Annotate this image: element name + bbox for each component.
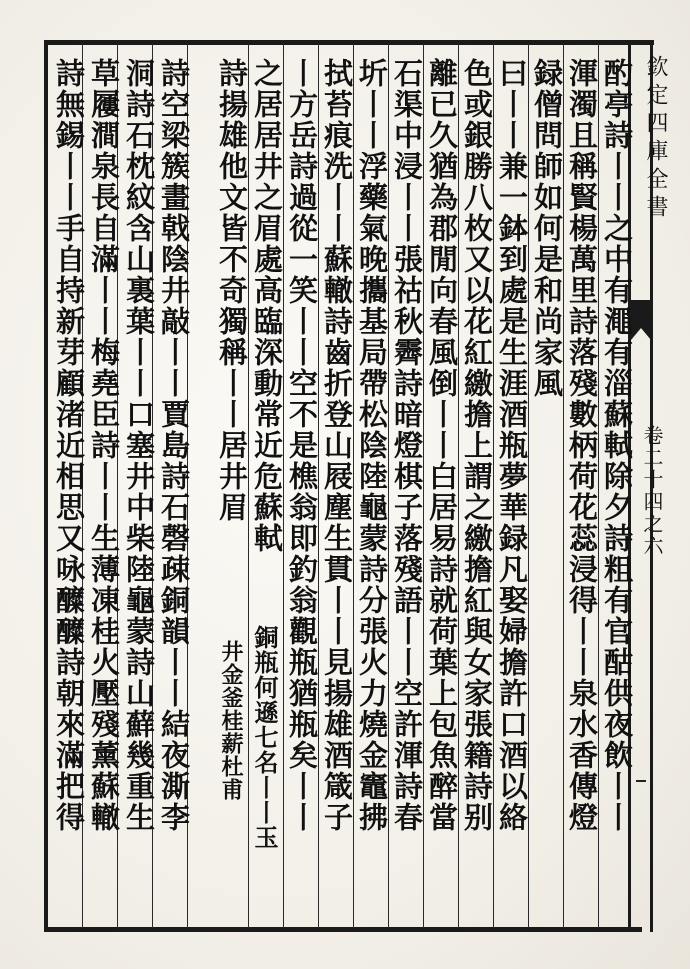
text-column-3: 録僧問師如何是和尚家風 xyxy=(530,58,564,399)
margin-bottom-mark xyxy=(636,780,646,782)
text-column-12: 詩揚雄他文皆不奇獨稱丨丨居井眉 xyxy=(215,58,249,523)
frame-left-rule xyxy=(44,40,48,932)
text-column-4: 曰丨丨兼一鉢到處是生涯酒瓶夢華録凡娶婦擔許口酒以絡 xyxy=(495,58,529,833)
text-column-5: 色或銀勝八枚又以花紅繳擔上謂之繳擔紅與女家張籍詩别 xyxy=(460,58,494,833)
frame-bottom-rule xyxy=(48,927,642,932)
text-column-8: 圻丨丨浮藥氣晚攜基局帶松陰陸龜蒙詩分張火力燒金竈拂 xyxy=(355,58,389,833)
text-column-15: 詩空梁簇畫戟陰井敲丨丨賈島詩石磬疎銅韻丨丨結夜澌李 xyxy=(157,58,191,833)
fish-tail-mark-icon xyxy=(631,300,651,340)
text-column-14: 井金釜桂薪杜甫 xyxy=(218,640,244,801)
text-column-1: 酌亭詩丨丨之中有澠有淄蘇軾除夕詩粗有官酤供夜飲丨丨 xyxy=(600,58,634,833)
text-column-6: 離已久猶為郡閒向春風倒丨丨白居易詩就荷葉上包魚醉當 xyxy=(425,58,459,833)
text-column-10: 丨方岳詩過從一笑丨丨空不是樵翁即釣翁觀瓶猶瓶矣丨丨 xyxy=(285,58,319,833)
text-column-17: 草屨澗泉長自滿丨丨梅堯臣詩丨丨生薄凍桂火壓殘薰蘇轍 xyxy=(87,58,121,833)
volume-label: 卷二十四之六 xyxy=(640,425,664,557)
text-column-18: 詩無錫丨丨手自持新芽顧渚近相思又咏醾醾詩朝來滿把得 xyxy=(52,58,86,833)
text-column-9: 拭苔痕洗丨丨蘇轍詩齒折登山屐塵生貫丨丨見揚雄酒箴子 xyxy=(320,58,354,833)
text-column-16: 洞詩石枕紋含山裏葉丨丨口塞井中柴陸龜蒙詩山蘚幾重生 xyxy=(122,58,156,833)
text-column-7: 石渠中浸丨丨張祜秋霽詩暗燈棋子落殘語丨丨空許渾詩春 xyxy=(390,58,424,833)
book-title: 欽定四庫全書 xyxy=(643,55,668,223)
text-column-2: 渾濁且稱賢楊萬里詩落殘數柄荷花蕊浸得丨丨泉水香傳燈 xyxy=(565,58,599,833)
text-column-13: 銅瓶何遜七名丨丨玉 xyxy=(250,625,279,850)
text-column-11: 之居居井之眉處高臨深動常近危蘇軾 xyxy=(250,58,284,554)
